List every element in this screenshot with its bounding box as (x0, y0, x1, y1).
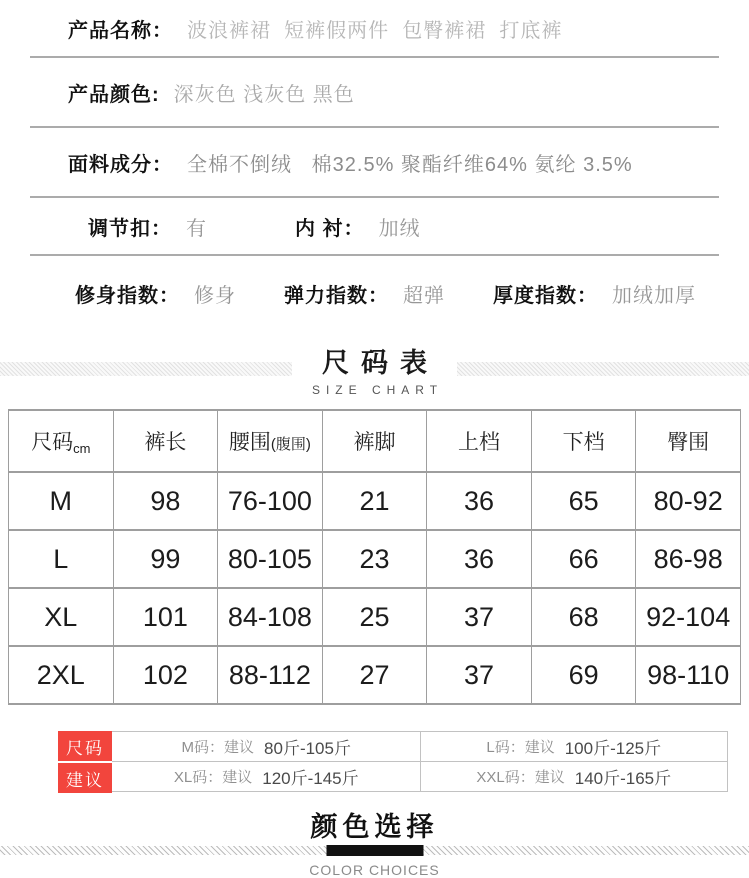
color-choices-subtitle: COLOR CHOICES (309, 862, 440, 878)
cell-size: 2XL (9, 646, 114, 704)
cell-front-rise: 37 (427, 646, 532, 704)
spec-row-fabric (0, 128, 749, 196)
header-text: 尺码 (31, 431, 74, 454)
cell-length: 99 (113, 530, 218, 588)
suggestion-cell-xl (113, 762, 420, 791)
suggestion-cell-xxl (420, 762, 728, 791)
spec-pair (75, 279, 236, 308)
cell-inseam: 66 (531, 530, 636, 588)
cell-front-rise: 36 (427, 472, 532, 530)
hatch-bar-left (0, 362, 292, 376)
size-suggestion-box (58, 731, 728, 792)
spec-value: 有 (186, 217, 207, 240)
spec-row-adjust-lining (0, 198, 749, 254)
size-chart-subtitle: SIZE CHART (311, 383, 444, 397)
spec-pair (493, 279, 696, 308)
header-cell-leg-opening (322, 410, 427, 472)
header-text: 臀围 (667, 431, 710, 454)
spec-value: 加绒加厚 (612, 284, 696, 307)
suggestion-range: 120斤-145斤 (262, 769, 359, 788)
spec-row-product-name (0, 0, 749, 56)
suggestion-side-label (58, 731, 112, 793)
header-cell-waist (218, 410, 323, 472)
spec-label: 厚度指数： (493, 284, 598, 307)
cell-length: 102 (113, 646, 218, 704)
cell-leg: 23 (322, 530, 427, 588)
spec-list (0, 0, 749, 330)
suggestion-range: 80斤-105斤 (264, 739, 351, 758)
table-row-xl (9, 588, 741, 646)
spec-value: 全棉不倒绒 棉32.5% 聚酯纤维64% 氨纶 3.5% (187, 153, 633, 176)
suggestion-side-label-bottom: 建议 (58, 763, 112, 793)
suggestion-cell-l (420, 732, 728, 761)
cell-hip: 92-104 (636, 588, 741, 646)
cell-size: XL (9, 588, 114, 646)
size-chart-heading-center (292, 348, 457, 397)
cell-inseam: 65 (531, 472, 636, 530)
cell-size: L (9, 530, 114, 588)
suggestion-range: 100斤-125斤 (564, 739, 662, 758)
table-row-m (9, 472, 741, 530)
header-unit: cm (73, 441, 91, 456)
header-note: (腹围) (270, 436, 311, 453)
suggestion-label: XL码：建议 (173, 769, 253, 786)
size-table (8, 409, 741, 705)
suggestion-cell-m (113, 732, 420, 761)
cell-waist: 80-105 (218, 530, 323, 588)
header-text: 下档 (562, 431, 605, 454)
cell-leg: 25 (322, 588, 427, 646)
cell-front-rise: 36 (427, 530, 532, 588)
cell-inseam: 68 (531, 588, 636, 646)
cell-length: 101 (113, 588, 218, 646)
size-chart-heading (0, 348, 749, 397)
suggestion-label: L码：建议 (486, 739, 555, 756)
suggestion-label: XXL码：建议 (476, 769, 565, 786)
spec-value: 波浪裤裙 短裤假两件 包臀裤裙 打底裤 (187, 19, 563, 42)
suggestion-side-label-top: 尺码 (58, 731, 112, 761)
spec-pair (88, 212, 207, 241)
header-cell-front-rise (427, 410, 532, 472)
suggestion-row-1 (59, 732, 727, 762)
cell-hip: 98-110 (636, 646, 741, 704)
header-cell-inseam (531, 410, 636, 472)
spec-value: 加绒 (378, 217, 421, 240)
cell-hip: 80-92 (636, 472, 741, 530)
cell-waist: 88-112 (218, 646, 323, 704)
header-text: 上档 (458, 431, 501, 454)
cell-size: M (9, 472, 114, 530)
cell-leg: 27 (322, 646, 427, 704)
spec-label: 面料成分： (68, 153, 173, 176)
spec-pair (284, 279, 445, 308)
color-choices-heading (0, 812, 749, 878)
table-row-l (9, 530, 741, 588)
cell-leg: 21 (322, 472, 427, 530)
hatch-bar-right (457, 362, 749, 376)
spec-label: 内 衬： (295, 217, 365, 240)
color-choices-band (0, 845, 749, 856)
header-text: 裤长 (144, 431, 187, 454)
suggestion-range: 140斤-165斤 (574, 769, 672, 788)
cell-front-rise: 37 (427, 588, 532, 646)
header-cell-pants-length (113, 410, 218, 472)
header-text: 腰围 (228, 431, 271, 454)
cell-waist: 84-108 (218, 588, 323, 646)
spec-label: 产品颜色: (68, 83, 160, 106)
cell-hip: 86-98 (636, 530, 741, 588)
spec-row-product-color (0, 58, 749, 126)
header-text: 裤脚 (353, 431, 396, 454)
spec-label: 产品名称： (68, 19, 173, 42)
spec-value: 深灰色 浅灰色 黑色 (173, 83, 355, 106)
spec-value: 超弹 (403, 284, 445, 307)
size-table-header-row (9, 410, 741, 472)
suggestion-row-2 (59, 762, 727, 791)
spec-label: 修身指数： (75, 284, 180, 307)
spec-pair (295, 212, 421, 241)
cell-waist: 76-100 (218, 472, 323, 530)
suggestion-label: M码：建议 (181, 739, 255, 756)
size-chart-title: 尺码表 (322, 348, 439, 378)
spec-row-indexes (0, 256, 749, 330)
cell-length: 98 (113, 472, 218, 530)
spec-value: 修身 (194, 284, 236, 307)
spec-label: 调节扣： (88, 217, 172, 240)
title-underline-bar (326, 845, 423, 856)
color-choices-title: 颜色选择 (310, 812, 439, 842)
spec-label: 弹力指数： (284, 284, 389, 307)
header-cell-hip (636, 410, 741, 472)
table-row-2xl (9, 646, 741, 704)
cell-inseam: 69 (531, 646, 636, 704)
header-cell-size (9, 410, 114, 472)
